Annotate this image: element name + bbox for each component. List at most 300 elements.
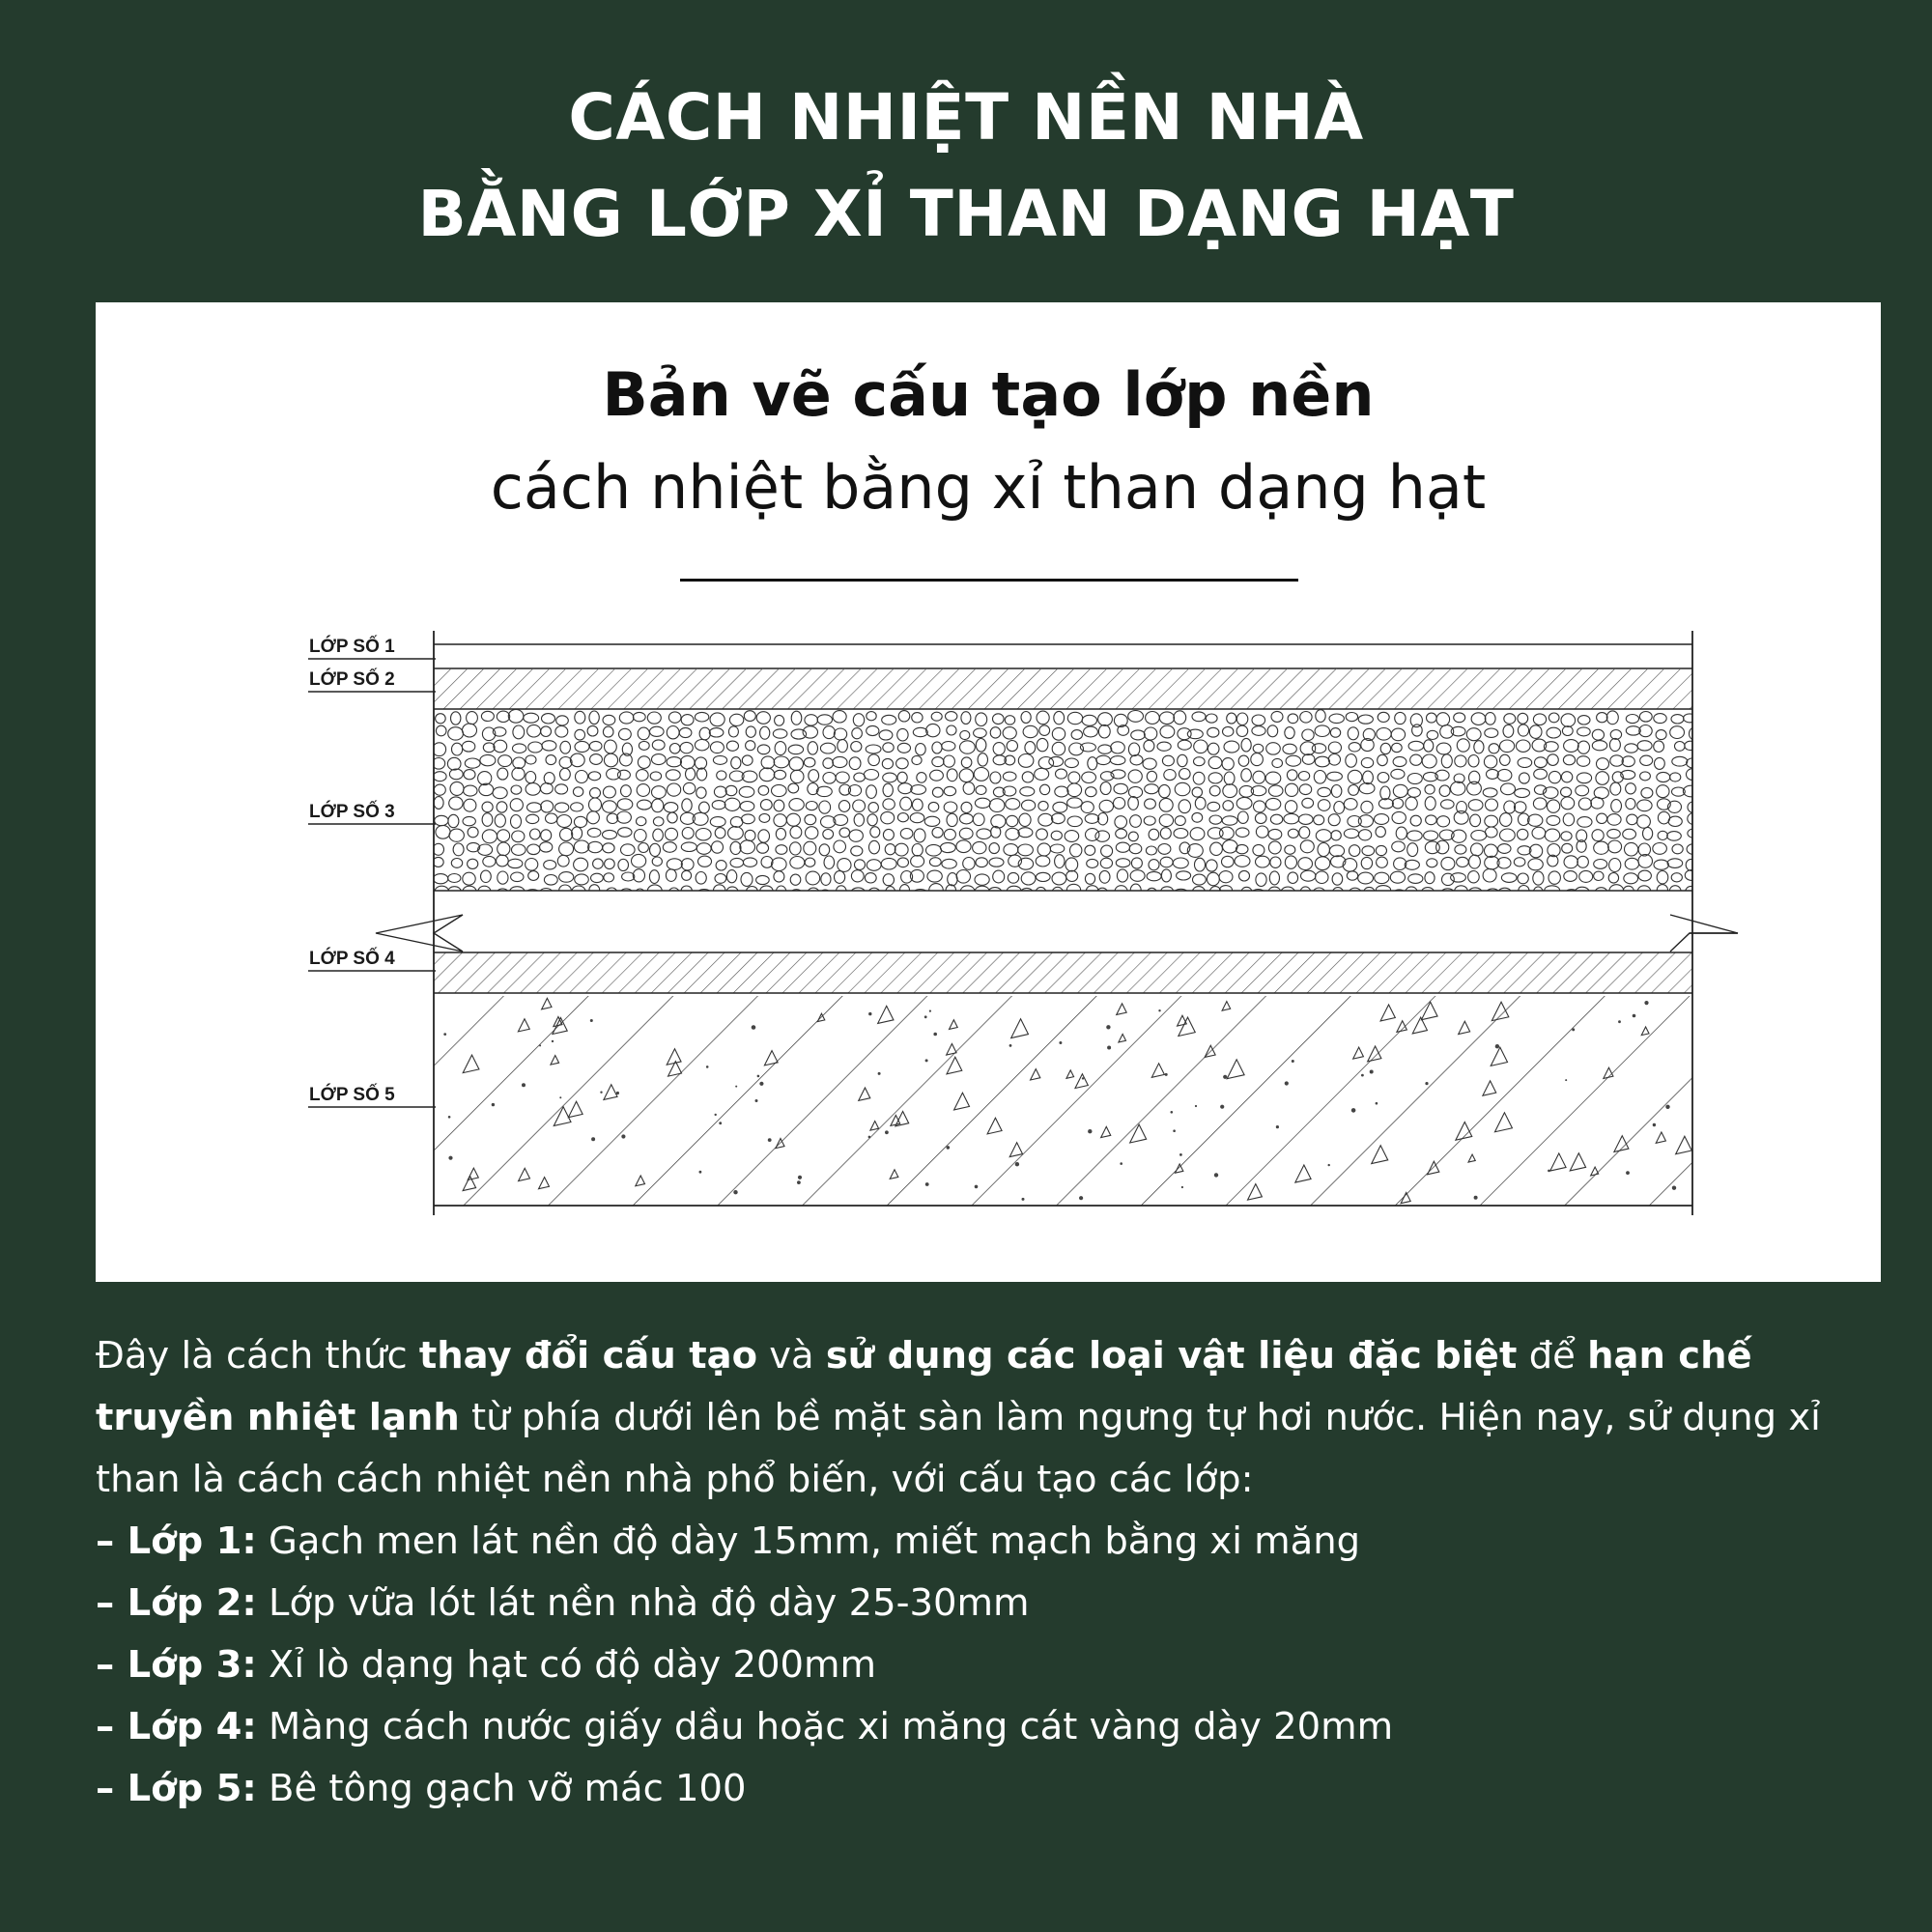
slag-pebble: [1130, 755, 1143, 765]
slag-pebble: [668, 888, 680, 901]
slag-pebble: [1223, 784, 1237, 798]
slag-pebble: [666, 869, 676, 882]
slag-pebble: [1253, 844, 1264, 855]
slag-pebble: [1145, 799, 1156, 809]
slag-pebble: [1609, 859, 1621, 872]
slag-pebble: [1623, 829, 1636, 839]
slag-pebble: [1406, 797, 1417, 810]
slag-pebble: [1358, 715, 1373, 724]
slag-pebble: [1672, 844, 1683, 854]
aggregate-dot: [1328, 1164, 1330, 1166]
aggregate-dot: [798, 1176, 802, 1179]
slag-pebble: [1241, 738, 1251, 752]
slag-pebble: [546, 755, 556, 765]
slag-pebble: [1406, 887, 1417, 897]
description-text: Đây là cách thức: [96, 1334, 419, 1378]
slag-pebble: [682, 870, 692, 880]
slag-pebble: [1563, 813, 1574, 826]
slag-pebble: [978, 753, 987, 766]
slag-pebble: [1425, 784, 1435, 794]
slag-pebble: [759, 768, 775, 781]
slag-pebble: [879, 730, 893, 740]
slag-pebble: [621, 785, 632, 797]
slag-pebble: [1209, 887, 1221, 899]
slag-pebble: [1316, 871, 1328, 884]
slag-pebble: [819, 801, 831, 813]
slag-pebble: [1655, 757, 1665, 769]
slag-pebble: [1533, 887, 1543, 900]
slag-pebble: [725, 785, 737, 795]
slag-pebble: [1128, 770, 1142, 782]
slag-pebble: [1422, 754, 1436, 768]
slag-pebble: [714, 786, 726, 797]
slag-pebble: [789, 799, 804, 811]
layer-label-4: LỚP SỐ 4: [309, 949, 395, 969]
slag-pebble: [1037, 711, 1049, 724]
slag-pebble: [1256, 826, 1268, 838]
slag-pebble: [480, 754, 496, 765]
slag-pebble: [1528, 859, 1543, 870]
slag-pebble: [575, 711, 585, 724]
layer-item-4: [96, 1696, 1883, 1758]
slag-pebble: [1670, 726, 1685, 739]
slag-pebble: [1252, 726, 1265, 736]
slag-pebble: [1520, 773, 1530, 783]
slag-pebble: [1096, 755, 1111, 764]
slag-pebble: [1018, 754, 1034, 768]
slag-pebble: [483, 743, 495, 753]
slag-pebble: [1363, 771, 1374, 784]
slag-pebble: [1653, 843, 1667, 855]
slag-pebble: [1361, 758, 1373, 768]
slag-pebble: [573, 787, 582, 797]
slag-pebble: [1626, 726, 1640, 735]
slag-pebble: [464, 785, 477, 796]
aggregate-dot: [443, 1033, 446, 1036]
slag-pebble: [587, 725, 598, 736]
slag-pebble: [1466, 728, 1481, 741]
slag-pebble: [1328, 754, 1340, 766]
slag-pebble: [497, 842, 510, 856]
aggregate-dot: [621, 1134, 625, 1138]
slag-pebble: [1006, 799, 1020, 810]
aggregate-dot: [1425, 1082, 1428, 1085]
slag-pebble: [1528, 814, 1543, 826]
slag-pebble: [739, 786, 754, 797]
aggregate-dot: [492, 1103, 495, 1106]
slag-pebble: [1606, 711, 1618, 724]
slag-pebble: [449, 797, 463, 810]
slag-pebble: [1349, 785, 1359, 796]
slag-pebble: [1298, 858, 1313, 870]
slag-pebble: [944, 786, 955, 795]
slag-pebble: [1208, 743, 1219, 754]
slag-pebble: [434, 797, 443, 810]
slag-pebble: [575, 874, 589, 885]
slag-pebble: [1084, 726, 1098, 737]
slag-pebble: [605, 740, 617, 753]
slag-pebble: [1623, 886, 1634, 896]
slag-pebble: [1022, 800, 1036, 810]
slag-pebble: [527, 724, 541, 737]
aggregate-dot: [1015, 1162, 1019, 1166]
slag-pebble: [482, 802, 493, 812]
slag-pebble: [1288, 714, 1298, 724]
aggregate-dot: [706, 1065, 709, 1068]
slag-pebble: [436, 714, 446, 724]
slag-pebble: [1052, 727, 1065, 740]
slag-pebble: [773, 729, 787, 738]
slag-pebble: [498, 755, 512, 767]
slag-pebble: [524, 713, 539, 723]
slag-pebble: [1654, 741, 1664, 753]
slag-pebble: [1485, 728, 1498, 737]
layer-label-5: LỚP SỐ 5: [309, 1085, 395, 1105]
aggregate-dot: [868, 1012, 871, 1015]
slag-pebble: [541, 830, 552, 841]
slag-pebble: [622, 872, 635, 881]
slag-pebble: [1625, 842, 1638, 856]
aggregate-dot: [1644, 1001, 1648, 1005]
slag-pebble: [1518, 724, 1528, 736]
slag-pebble: [758, 785, 769, 795]
slag-pebble: [956, 840, 971, 853]
slag-pebble: [1625, 858, 1638, 869]
slag-pebble: [1236, 797, 1252, 809]
slag-pebble: [931, 712, 942, 721]
slag-pebble: [1038, 801, 1048, 810]
slag-pebble: [1688, 802, 1699, 813]
aggregate-dot: [552, 1040, 554, 1042]
slag-pebble: [1625, 744, 1638, 753]
slag-pebble: [1474, 741, 1484, 753]
slag-pebble: [993, 870, 1005, 883]
slag-pebble: [726, 870, 736, 883]
slag-pebble: [1422, 888, 1435, 896]
aggregate-dot: [1572, 1028, 1575, 1031]
slag-pebble: [1281, 887, 1295, 899]
slag-pebble: [527, 844, 540, 855]
slag-pebble: [1547, 727, 1561, 738]
aggregate-dot: [1106, 1025, 1110, 1029]
slag-pebble: [448, 727, 464, 740]
slag-pebble: [836, 772, 849, 783]
slag-pebble: [1667, 859, 1683, 868]
slag-pebble: [1327, 772, 1343, 781]
slag-pebble: [976, 713, 987, 726]
slag-pebble: [1270, 857, 1281, 867]
slag-pebble: [932, 828, 943, 838]
slag-pebble: [1286, 755, 1301, 766]
slag-pebble: [1301, 870, 1316, 881]
slag-pebble: [1003, 727, 1016, 739]
aggregate-dot: [1171, 1111, 1174, 1114]
slag-pebble: [1391, 728, 1405, 741]
slag-pebble: [976, 785, 986, 794]
slag-pebble: [1518, 713, 1528, 724]
slag-pebble: [1592, 830, 1604, 841]
slag-pebble: [1577, 856, 1589, 867]
aggregate-dot: [1548, 1170, 1550, 1173]
slag-pebble: [756, 875, 770, 884]
slag-pebble: [617, 770, 630, 780]
aggregate-dot: [924, 1015, 927, 1018]
slag-pebble: [944, 829, 955, 839]
slag-pebble: [555, 726, 568, 738]
slag-pebble: [481, 711, 494, 721]
slag-pebble: [560, 768, 571, 780]
slag-pebble: [1147, 871, 1161, 880]
slag-pebble: [530, 829, 541, 839]
slag-pebble: [1391, 769, 1405, 779]
slag-pebble: [1390, 871, 1405, 883]
slag-pebble: [1487, 769, 1499, 779]
slag-pebble: [1097, 888, 1108, 897]
aggregate-dot: [752, 1025, 756, 1030]
slag-pebble: [745, 830, 755, 840]
aggregate-dot: [755, 1099, 758, 1102]
slag-pebble: [1099, 870, 1110, 883]
slag-pebble: [1236, 725, 1248, 736]
slag-pebble: [742, 755, 753, 765]
slag-pebble: [555, 784, 568, 794]
description-emphasis: sử dụng các loại vật liệu đặc biệt: [825, 1334, 1518, 1378]
slag-pebble: [1425, 797, 1435, 810]
layer-4-waterproof: [434, 952, 1692, 993]
slag-pebble: [976, 739, 986, 753]
slag-pebble: [1626, 799, 1635, 810]
slag-pebble: [1159, 798, 1173, 811]
slag-pebble: [508, 859, 523, 867]
slag-pebble: [511, 785, 522, 794]
slag-pebble: [1347, 871, 1357, 880]
slag-pebble: [1315, 857, 1329, 870]
slag-pebble: [1222, 816, 1237, 825]
slag-pebble: [1116, 859, 1130, 867]
slag-pebble: [746, 741, 755, 751]
slag-pebble: [481, 870, 492, 882]
slag-pebble: [1147, 888, 1156, 897]
aggregate-dot: [1285, 1081, 1289, 1085]
slag-pebble: [1436, 840, 1449, 854]
slag-pebble: [1670, 773, 1681, 781]
slag-pebble: [1576, 785, 1589, 796]
slag-pebble: [510, 887, 525, 896]
slag-pebble: [963, 782, 975, 795]
slag-pebble: [756, 843, 768, 854]
slag-pebble: [1129, 844, 1142, 854]
description-text: và: [757, 1334, 826, 1378]
slag-pebble: [1561, 772, 1572, 782]
slag-pebble: [1237, 811, 1248, 823]
slag-pebble: [1192, 812, 1203, 822]
slag-pebble: [1158, 844, 1171, 855]
slag-pebble: [696, 872, 706, 885]
slag-pebble: [434, 772, 447, 781]
slag-pebble: [1271, 711, 1283, 722]
slag-pebble: [526, 783, 540, 796]
slag-pebble: [883, 874, 894, 886]
slag-pebble: [1392, 811, 1406, 823]
slag-pebble: [991, 815, 1006, 828]
slag-pebble: [900, 829, 913, 839]
slag-pebble: [816, 786, 832, 796]
description-emphasis: thay đổi cấu tạo: [418, 1334, 758, 1378]
slag-pebble: [823, 726, 835, 739]
slag-pebble: [1471, 713, 1486, 725]
slag-pebble: [1253, 744, 1264, 753]
aggregate-dot: [1082, 1077, 1084, 1079]
slag-pebble: [1116, 829, 1127, 838]
slag-pebble: [849, 757, 861, 770]
slag-pebble: [760, 800, 772, 810]
slag-pebble: [973, 841, 986, 853]
slag-pebble: [464, 770, 475, 780]
slag-pebble: [947, 725, 956, 735]
slag-pebble: [1052, 887, 1064, 899]
slag-pebble: [1498, 844, 1511, 854]
slag-pebble: [1396, 827, 1406, 839]
aggregate-dot: [925, 1059, 928, 1062]
slag-pebble: [560, 828, 573, 840]
slag-pebble: [559, 872, 574, 883]
slag-pebble: [1161, 869, 1171, 882]
slag-pebble: [1609, 738, 1620, 751]
slag-pebble: [930, 770, 944, 781]
slag-pebble: [588, 841, 603, 852]
slag-pebble: [1252, 715, 1265, 725]
slag-pebble: [1451, 781, 1465, 795]
slag-pebble: [1610, 730, 1621, 740]
slag-pebble: [679, 727, 692, 737]
slag-pebble: [1227, 713, 1236, 724]
slag-pebble: [993, 743, 1005, 755]
slag-pebble: [788, 745, 803, 754]
slag-pebble: [839, 828, 850, 838]
slag-pebble: [790, 770, 804, 782]
slag-pebble: [804, 841, 816, 855]
aggregate-dot: [522, 1083, 526, 1087]
layer-item-label: – Lớp 5:: [96, 1767, 257, 1810]
aggregate-dot: [1195, 1105, 1197, 1107]
slag-pebble: [1235, 856, 1250, 867]
slag-pebble: [961, 802, 972, 812]
slag-pebble: [1358, 872, 1374, 884]
slag-pebble: [1688, 812, 1701, 824]
slag-pebble: [650, 772, 661, 781]
slag-pebble: [1255, 813, 1266, 824]
title-line-1: CÁCH NHIỆT NỀN NHÀ: [568, 80, 1364, 155]
slag-pebble: [786, 813, 800, 826]
slag-pebble: [1344, 829, 1358, 838]
slag-pebble: [463, 886, 477, 898]
slag-pebble: [698, 856, 712, 867]
slag-pebble: [544, 773, 554, 784]
slag-pebble: [1006, 828, 1019, 839]
slag-pebble: [638, 800, 652, 810]
slag-pebble: [728, 726, 738, 737]
slag-pebble: [1299, 827, 1310, 838]
slag-pebble: [709, 728, 724, 737]
slag-pebble: [1099, 800, 1113, 812]
slag-pebble: [912, 755, 922, 764]
slag-pebble: [1545, 829, 1559, 841]
slag-pebble: [851, 888, 865, 896]
aggregate-dot: [759, 1082, 763, 1086]
slag-pebble: [1147, 771, 1156, 781]
slag-pebble: [819, 844, 830, 856]
description-emphasis: hạn chế truyền nhiệt lạnh: [96, 1334, 1752, 1439]
aggregate-dot: [1565, 1079, 1567, 1081]
slag-pebble: [1071, 730, 1082, 740]
description-paragraph: [96, 1325, 1883, 1511]
slag-pebble: [1671, 715, 1684, 724]
slag-pebble: [975, 874, 989, 885]
slag-pebble: [1070, 844, 1082, 857]
slag-pebble: [632, 854, 646, 867]
slag-pebble: [1455, 845, 1466, 854]
slag-pebble: [452, 743, 463, 755]
slag-pebble: [1377, 857, 1388, 867]
slag-pebble: [1328, 742, 1341, 753]
slag-pebble: [1209, 786, 1220, 796]
slag-pebble: [1018, 828, 1033, 838]
slag-pebble: [633, 712, 645, 721]
slag-pebble: [1300, 742, 1316, 755]
slag-pebble: [1564, 856, 1577, 868]
slag-pebble: [823, 758, 834, 769]
slag-pebble: [1268, 829, 1282, 839]
layer-item-2: [96, 1573, 1883, 1634]
aggregate-dot: [733, 1190, 737, 1194]
panel-heading-bold: Bản vẽ cấu tạo lớp nền: [602, 359, 1375, 430]
slag-pebble: [1579, 870, 1593, 882]
slag-pebble: [1052, 742, 1065, 755]
slag-pebble: [1256, 856, 1270, 867]
layer-2-mortar: [434, 668, 1692, 709]
aggregate-dot: [1618, 1020, 1621, 1023]
slag-pebble: [1500, 754, 1511, 765]
slag-pebble: [1251, 753, 1264, 766]
slag-pebble: [742, 814, 755, 824]
slag-pebble: [1380, 743, 1390, 753]
slag-pebble: [1159, 814, 1173, 827]
slag-pebble: [851, 870, 864, 882]
slag-pebble: [589, 711, 599, 724]
slag-pebble: [1285, 845, 1295, 854]
slag-pebble: [1007, 741, 1017, 752]
slag-pebble: [1318, 800, 1330, 811]
layer-item-1: [96, 1511, 1883, 1573]
slag-pebble: [1626, 783, 1636, 794]
slag-pebble: [1329, 714, 1344, 724]
slag-pebble: [667, 726, 679, 739]
slag-pebble: [1577, 773, 1591, 783]
slag-pebble: [590, 754, 603, 765]
slag-pebble: [1098, 724, 1110, 738]
slag-pebble: [1067, 816, 1082, 827]
slag-pebble: [1055, 855, 1065, 868]
slag-pebble: [960, 741, 976, 753]
slag-pebble: [1238, 755, 1249, 766]
slag-pebble: [838, 859, 851, 872]
slag-pebble: [605, 859, 615, 869]
slag-pebble: [1500, 740, 1515, 753]
slag-pebble: [833, 711, 846, 723]
slag-pebble: [881, 811, 895, 823]
slag-pebble: [1412, 724, 1423, 736]
slag-pebble: [1157, 742, 1171, 751]
